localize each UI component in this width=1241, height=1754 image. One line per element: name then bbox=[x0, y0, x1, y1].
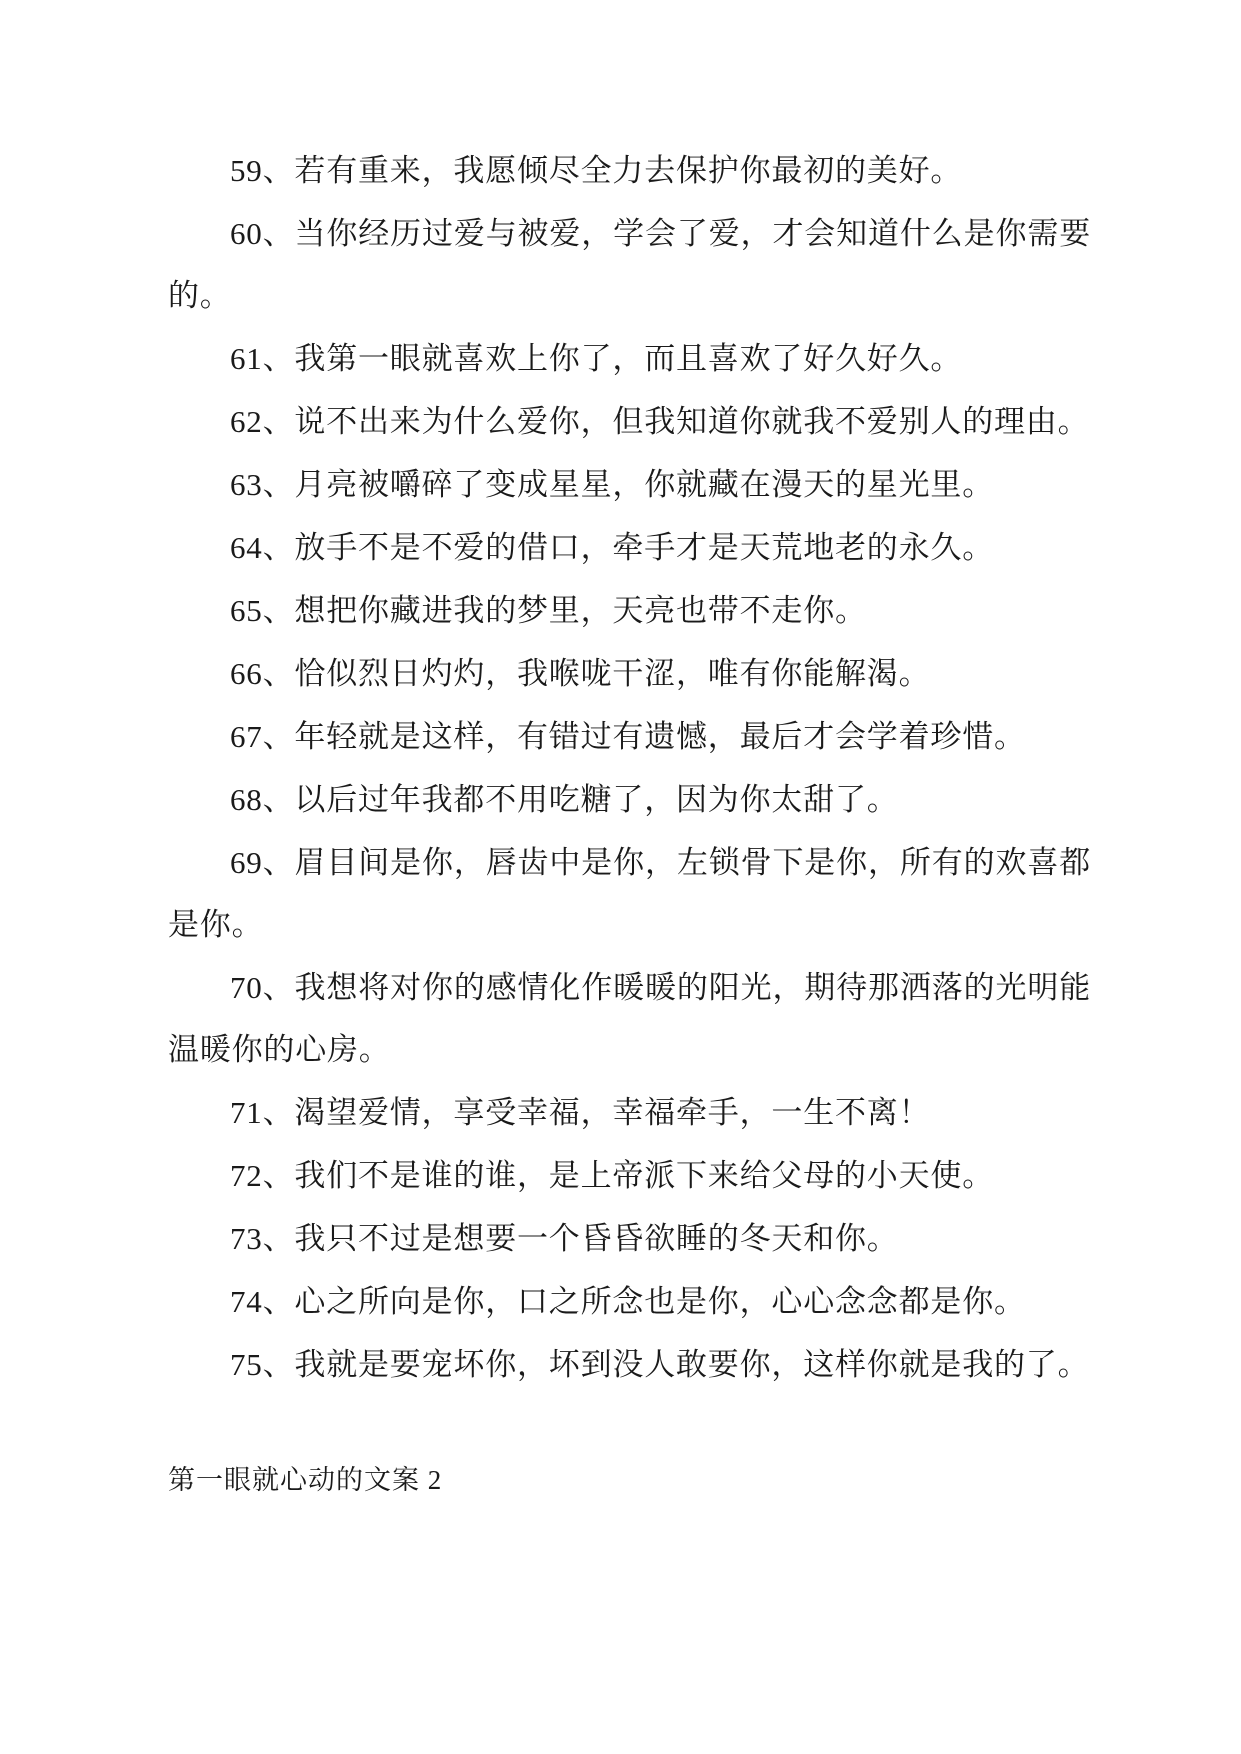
paragraph-62: 62、说不出来为什么爱你，但我知道你就我不爱别人的理由。 bbox=[230, 404, 1090, 439]
paragraph-60: 60、当你经历过爱与被爱，学会了爱，才会知道什么是你需要的。 bbox=[168, 216, 1091, 313]
paragraph-63: 63、月亮被嚼碎了变成星星，你就藏在漫天的星光里。 bbox=[230, 467, 994, 502]
paragraph-73: 73、我只不过是想要一个昏昏欲睡的冬天和你。 bbox=[230, 1221, 899, 1256]
document-body bbox=[168, 140, 1091, 1505]
section-heading: 第一眼就心动的文案 2 bbox=[168, 1465, 443, 1495]
paragraph-59: 59、若有重来，我愿倾尽全力去保护你最初的美好。 bbox=[230, 153, 963, 188]
paragraph-65: 65、想把你藏进我的梦里，天亮也带不走你。 bbox=[230, 593, 867, 628]
paragraph-67: 67、年轻就是这样，有错过有遗憾，最后才会学着珍惜。 bbox=[230, 719, 1026, 754]
paragraph-64: 64、放手不是不爱的借口，牵手才是天荒地老的永久。 bbox=[230, 530, 994, 565]
paragraph-74: 74、心之所向是你，口之所念也是你，心心念念都是你。 bbox=[230, 1284, 1026, 1319]
paragraph-70: 70、我想将对你的感情化作暖暖的阳光，期待那洒落的光明能温暖你的心房。 bbox=[168, 970, 1091, 1067]
paragraph-75: 75、我就是要宠坏你，坏到没人敢要你，这样你就是我的了。 bbox=[230, 1347, 1090, 1382]
paragraph-69: 69、眉目间是你，唇齿中是你，左锁骨下是你，所有的欢喜都是你。 bbox=[168, 845, 1091, 942]
paragraph-72: 72、我们不是谁的谁，是上帝派下来给父母的小天使。 bbox=[230, 1158, 994, 1193]
section-spacer bbox=[168, 1397, 1091, 1455]
paragraph-68: 68、以后过年我都不用吃糖了，因为你太甜了。 bbox=[230, 782, 899, 817]
paragraph-71: 71、渴望爱情，享受幸福，幸福牵手，一生不离！ bbox=[230, 1095, 931, 1130]
paragraph-61: 61、我第一眼就喜欢上你了，而且喜欢了好久好久。 bbox=[230, 341, 963, 376]
paragraph-66: 66、恰似烈日灼灼，我喉咙干涩，唯有你能解渴。 bbox=[230, 656, 931, 691]
